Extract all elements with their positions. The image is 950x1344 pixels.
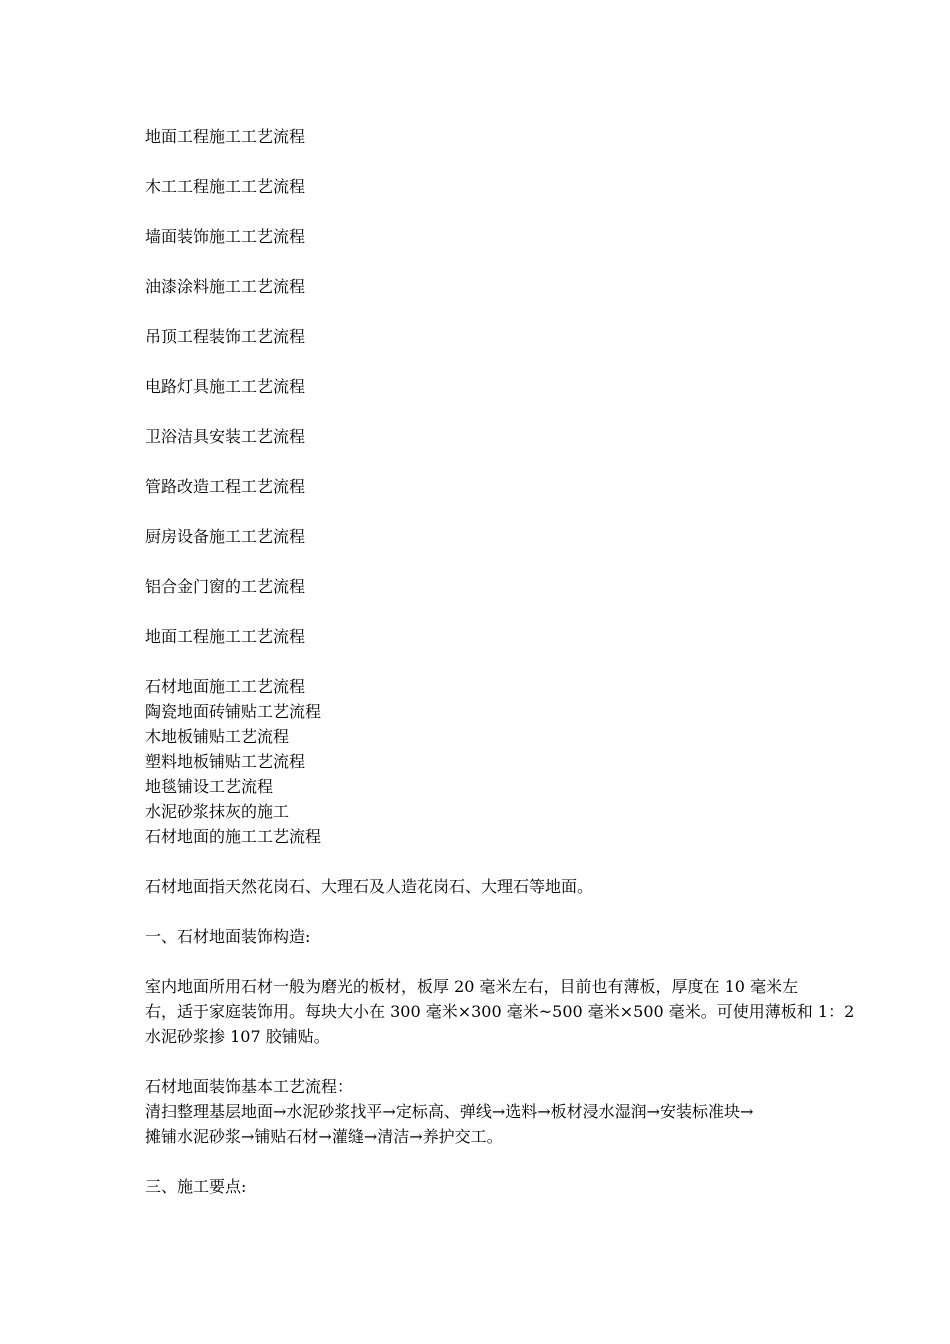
toc-item[interactable]: 厨房设备施工工艺流程 (145, 527, 306, 546)
section-heading (145, 924, 813, 949)
document-page (145, 124, 855, 1199)
sub-toc-item[interactable]: 地毯铺设工艺流程 (145, 777, 274, 796)
intro-text: 石材地面指天然花岗石、大理石及人造花岗石、大理石等地面。 (145, 877, 594, 896)
intro-paragraph (145, 874, 813, 899)
paragraph-line: 右，适于家庭装饰用。每块大小在 300 毫米×300 毫米~500 毫米×500 毫米。可使用薄板和 1：2 (145, 1002, 855, 1021)
process-line: 清扫整理基层地面→水泥砂浆找平→定标高、弹线→选料→板材浸水湿润→安装标准块→ (145, 1102, 754, 1121)
process-heading: 石材地面装饰基本工艺流程： (145, 1077, 354, 1096)
toc-item[interactable]: 油漆涂料施工工艺流程 (145, 277, 306, 296)
section3-heading: 三、施工要点: (145, 1177, 247, 1196)
paragraph-line: 水泥砂浆掺 107 胶铺贴。 (145, 1027, 330, 1046)
process-line: 摊铺水泥砂浆→铺贴石材→灌缝→清洁→养护交工。 (145, 1127, 503, 1146)
section1-heading: 一、石材地面装饰构造: (145, 927, 311, 946)
paragraph-line: 室内地面所用石材一般为磨光的板材，板厚 20 毫米左右，目前也有薄板，厚度在 10 毫米左 (145, 977, 799, 996)
sub-toc-list (145, 674, 813, 849)
toc-item[interactable]: 电路灯具施工工艺流程 (145, 377, 306, 396)
section1-paragraph (145, 974, 855, 1049)
process-block (145, 1074, 813, 1149)
sub-toc-item[interactable]: 木地板铺贴工艺流程 (145, 727, 290, 746)
toc-item[interactable]: 铝合金门窗的工艺流程 (145, 577, 306, 596)
section-heading (145, 1174, 813, 1199)
toc-item[interactable]: 木工工程施工工艺流程 (145, 177, 306, 196)
toc-item[interactable]: 地面工程施工工艺流程 (145, 627, 306, 646)
sub-toc-item[interactable]: 石材地面的施工工艺流程 (145, 827, 322, 846)
toc-item[interactable]: 管路改造工程工艺流程 (145, 477, 306, 496)
toc-item[interactable]: 吊顶工程装饰工艺流程 (145, 327, 306, 346)
sub-toc-item[interactable]: 陶瓷地面砖铺贴工艺流程 (145, 702, 322, 721)
toc-item[interactable]: 墙面装饰施工工艺流程 (145, 227, 306, 246)
toc-item[interactable]: 地面工程施工工艺流程 (145, 127, 306, 146)
toc-list (145, 124, 813, 649)
sub-toc-item[interactable]: 石材地面施工工艺流程 (145, 677, 306, 696)
toc-item[interactable]: 卫浴洁具安装工艺流程 (145, 427, 306, 446)
sub-toc-item[interactable]: 塑料地板铺贴工艺流程 (145, 752, 306, 771)
sub-toc-item[interactable]: 水泥砂浆抹灰的施工 (145, 802, 290, 821)
